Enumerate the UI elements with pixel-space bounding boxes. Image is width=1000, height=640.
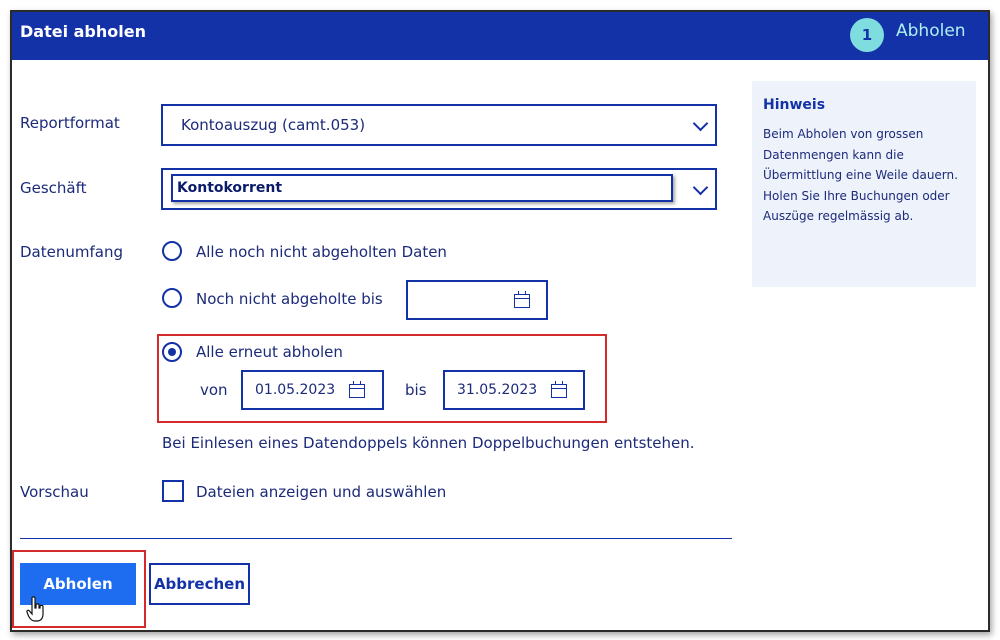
calendar-icon[interactable]: [551, 384, 567, 398]
radio-alle-erneut-abholen[interactable]: [162, 342, 182, 362]
geschaeft-label: Geschäft: [20, 179, 87, 197]
geschaeft-select[interactable]: [161, 168, 717, 210]
bis-date-input-empty[interactable]: [406, 280, 548, 320]
von-label: von: [200, 381, 228, 399]
chevron-down-icon: [693, 116, 709, 132]
reportformat-value: Kontoauszug (camt.053): [181, 116, 366, 134]
geschaeft-value: Kontokorrent: [177, 180, 283, 196]
datenumfang-label: Datenumfang: [20, 243, 123, 261]
doppelbuchung-warning: Bei Einlesen eines Datendoppels können Doppelbuchungen entstehen.: [162, 434, 695, 452]
chevron-down-icon: [693, 180, 709, 196]
hand-cursor-icon: [26, 596, 46, 624]
calendar-icon[interactable]: [514, 294, 530, 308]
bis-date-value: 31.05.2023: [457, 382, 538, 398]
radio-nicht-abgeholte-bis-label: Noch nicht abgeholte bis: [196, 290, 383, 308]
hint-title: Hinweis: [763, 97, 826, 113]
vorschau-checkbox[interactable]: [162, 480, 184, 502]
radio-alle-nicht-abgeholt-label: Alle noch nicht abgeholten Daten: [196, 243, 447, 261]
radio-nicht-abgeholte-bis[interactable]: [162, 288, 182, 308]
dialog-title: Datei abholen: [20, 22, 146, 41]
vorschau-label: Vorschau: [20, 483, 89, 501]
radio-alle-erneut-abholen-label: Alle erneut abholen: [196, 343, 343, 361]
form-divider: [20, 538, 732, 539]
geschaeft-focus-ring: [171, 174, 673, 202]
hint-text: Beim Abholen von grossen Datenmengen kann die Übermittlung eine Weile dauern. Holen Sie Ihre Buchungen oder Auszüge regelmässig ab.: [763, 127, 958, 223]
hint-panel: [752, 81, 976, 287]
reportformat-select[interactable]: [161, 104, 717, 146]
abholen-button[interactable]: Abholen: [20, 563, 136, 605]
step-number-badge: 1: [850, 18, 884, 52]
vorschau-checkbox-label: Dateien anzeigen und auswählen: [196, 483, 447, 501]
calendar-icon[interactable]: [349, 384, 365, 398]
dialog-header: [12, 12, 988, 60]
bis-label: bis: [405, 381, 427, 399]
radio-alle-nicht-abgeholt[interactable]: [162, 241, 182, 261]
step-label: Abholen: [896, 21, 966, 41]
abbrechen-button[interactable]: Abbrechen: [149, 563, 250, 605]
reportformat-label: Reportformat: [20, 114, 120, 132]
von-date-value: 01.05.2023: [255, 382, 336, 398]
von-date-input[interactable]: [241, 370, 384, 410]
bis-date-input[interactable]: [443, 370, 585, 410]
